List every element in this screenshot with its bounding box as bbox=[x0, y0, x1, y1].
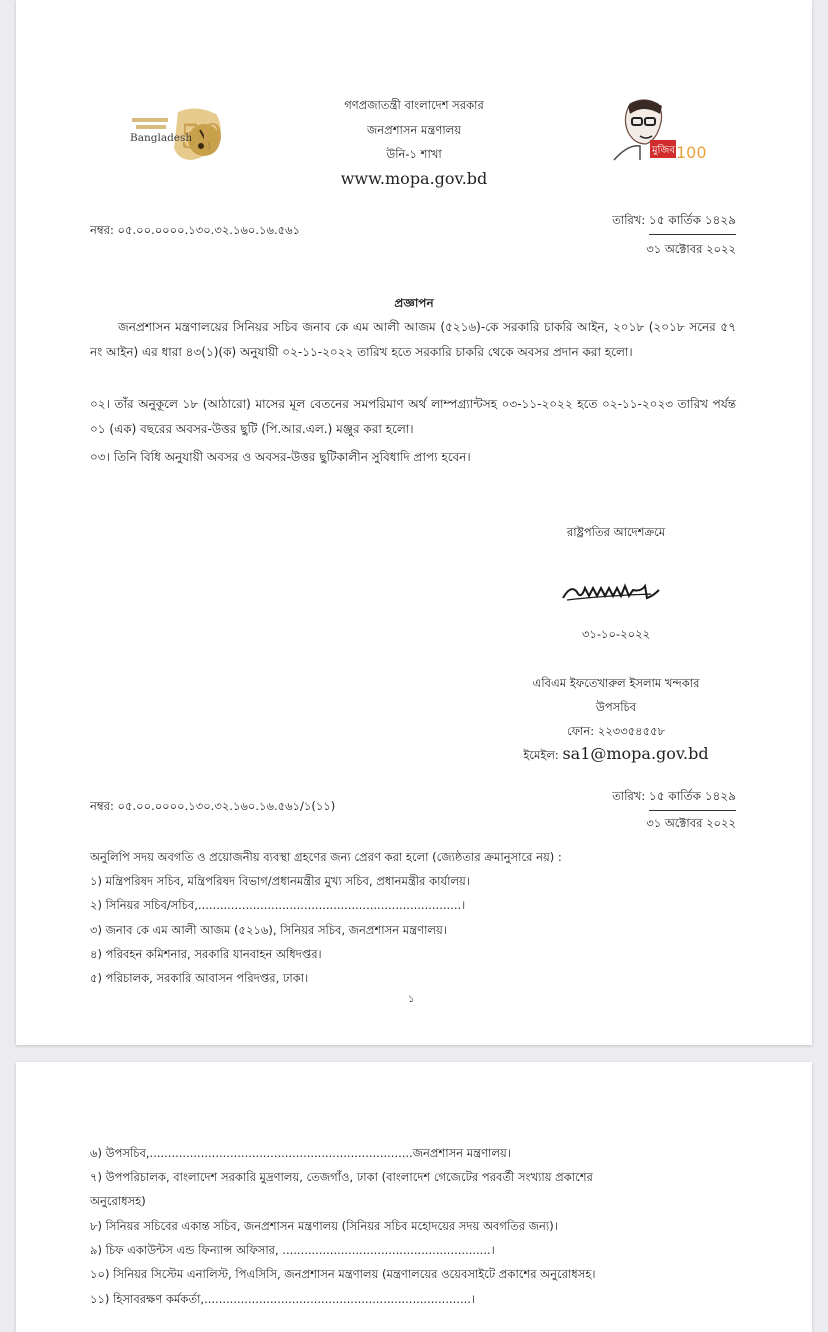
phone-label: ফোন: bbox=[566, 724, 595, 738]
copy-list-item: ৪) পরিবহন কমিশনার, সরকারি যানবাহন অধিদপ্তর। bbox=[90, 947, 322, 961]
signature-date: ৩১-১০-২০২২ bbox=[581, 627, 651, 641]
copy-list-item: ১) মন্ত্রিপরিষদ সচিব, মন্ত্রিপরিষদ বিভাগ/প্রধানমন্ত্রীর মুখ্য সচিব, প্রধানমন্ত্রীর কার্যালয়। bbox=[90, 874, 470, 888]
website-link[interactable]: www.mopa.gov.bd bbox=[340, 169, 488, 188]
notice-paragraph-2: ০২। তাঁর অনুকূলে ১৮ (আঠারো) মাসের মূল বেতনের সমপরিমাণ অর্থ লাম্পগ্র্যান্টসহ ০৩-১১-২০২২ হতে ০২-১১-২০২৩ তারিখ পর্যন্ত ০১ (এক) বছরের অবসর-উত্তর ছুটি (পি.আর.এল.) মঞ্জুর করা হলো। bbox=[90, 397, 736, 436]
notice-title: প্রজ্ঞাপন bbox=[394, 296, 434, 310]
signature-icon bbox=[561, 576, 661, 606]
copy-list-item: ৭) উপপরিচালক, বাংলাদেশ সরকারি মুদ্রণালয়, তেজগাঁও, ঢাকা (বাংলাদেশ গেজেটের পরবর্তী সংখ্যায় প্রকাশের bbox=[90, 1170, 593, 1184]
date-label: তারিখ: bbox=[612, 213, 646, 227]
notice-paragraph-3: ০৩। তিনি বিধি অনুযায়ী অবসর ও অবসর-উত্তর ছুটিকালীন সুবিধাদি প্রাপ্য হবেন। bbox=[90, 450, 471, 464]
copy-list-item: ১১) হিসাবরক্ষণ কর্মকর্তা,.........................................................................। bbox=[90, 1292, 476, 1306]
memo-date bbox=[612, 212, 736, 260]
mujib-100-logo-icon bbox=[610, 96, 707, 164]
logo-text: মুজিব bbox=[652, 145, 675, 156]
email-label: ইমেইল: bbox=[523, 748, 559, 762]
date-english: ৩১ অক্টোবর ২০২২ bbox=[646, 242, 736, 256]
copy-list-item: ২) সিনিয়র সচিব/সচিব,........................................................................। bbox=[90, 898, 466, 912]
logo-text: Bangladesh bbox=[130, 132, 193, 144]
signatory-phone bbox=[486, 723, 746, 742]
copy-number-label: নম্বর: bbox=[90, 799, 114, 813]
order-line: রাষ্ট্রপতির আদেশক্রমে bbox=[566, 525, 666, 539]
phone-value: ২২৩৩৫৪৫৫৮ bbox=[597, 724, 666, 738]
bangladesh-50-logo-icon bbox=[126, 104, 226, 164]
copy-date-label: তারিখ: bbox=[612, 789, 646, 803]
memo-number-value: ০৫.০০.০০০০.১৩০.৩২.১৬০.১৬.৫৬১ bbox=[117, 223, 301, 237]
copy-list-item: ১০) সিনিয়র সিস্টেম এনালিস্ট, পিএসিসি, জনপ্রশাসন মন্ত্রণালয় (মন্ত্রণালয়ের ওয়েবসাইটে প্রকাশের অনুরোধসহ। bbox=[90, 1267, 596, 1281]
page-number: ১ bbox=[408, 994, 415, 1005]
signatory-email bbox=[486, 744, 746, 766]
copy-list-item: ৩) জনাব কে এম আলী আজম (৫২১৬), সিনিয়র সচিব, জনপ্রশাসন মন্ত্রণালয়। bbox=[90, 923, 447, 937]
copy-memo-date bbox=[612, 788, 736, 834]
copies-intro: অনুলিপি সদয় অবগতি ও প্রয়োজনীয় ব্যবস্থা গ্রহণের জন্য প্রেরণ করা হলো (জ্যেষ্ঠতার ক্রমানুসারে নয়) : bbox=[90, 850, 562, 864]
copy-list-item: ৬) উপসচিব,........................................................................জনপ্রশাসন মন্ত্রণালয়। bbox=[90, 1146, 511, 1160]
copy-list-item: অনুরোধসহ) bbox=[90, 1194, 146, 1208]
branch-name: উনি-১ শাখা bbox=[386, 147, 442, 161]
copy-list-item: ৯) চিফ একাউন্টস এন্ড ফিন্যান্স অফিসার, .........................................................। bbox=[90, 1243, 495, 1257]
copy-date-bangla: ১৫ কার্তিক ১৪২৯ bbox=[649, 788, 736, 811]
memo-number bbox=[90, 222, 300, 241]
document-page-1 bbox=[16, 0, 812, 1045]
document-page-2 bbox=[16, 1062, 812, 1332]
logo-number: 100 bbox=[676, 143, 707, 162]
copy-number-value: ০৫.০০.০০০০.১৩০.৩২.১৬০.১৬.৫৬১/১(১১) bbox=[117, 799, 336, 813]
copy-list-item: ৫) পরিচালক, সরকারি আবাসন পরিদপ্তর, ঢাকা। bbox=[90, 971, 309, 985]
copy-list-item: ৮) সিনিয়র সচিবের একান্ত সচিব, জনপ্রশাসন মন্ত্রণালয় (সিনিয়র সচিব মহোদয়ের সদয় অবগতির জন্য)। bbox=[90, 1219, 558, 1233]
ministry-name: জনপ্রশাসন মন্ত্রণালয় bbox=[367, 123, 461, 137]
copy-memo-number bbox=[90, 798, 335, 817]
copy-date-english: ৩১ অক্টোবর ২০২২ bbox=[646, 816, 736, 830]
logo-number: 50 bbox=[180, 117, 224, 157]
email-link[interactable]: sa1@mopa.gov.bd bbox=[562, 744, 709, 763]
date-bangla: ১৫ কার্তিক ১৪২৯ bbox=[649, 212, 736, 235]
notice-paragraph-1: জনপ্রশাসন মন্ত্রণালয়ের সিনিয়র সচিব জনাব কে এম আলী আজম (৫২১৬)-কে সরকারি চাকরি আইন, ২০১৮ (২০১৮ সনের ৫৭ নং আইন) এর ধারা ৪৩(১)(ক) অনুযায়ী ০২-১১-২০২২ তারিখ হতে সরকারি চাকরি থেকে অবসর প্রদান করা হলো। bbox=[90, 320, 736, 359]
signatory-designation: উপসচিব bbox=[595, 700, 637, 714]
memo-number-label: নম্বর: bbox=[90, 223, 114, 237]
government-name: গণপ্রজাতন্ত্রী বাংলাদেশ সরকার bbox=[344, 98, 484, 112]
signatory-name: এবিএম ইফতেখারুল ইসলাম খন্দকার bbox=[532, 676, 700, 690]
